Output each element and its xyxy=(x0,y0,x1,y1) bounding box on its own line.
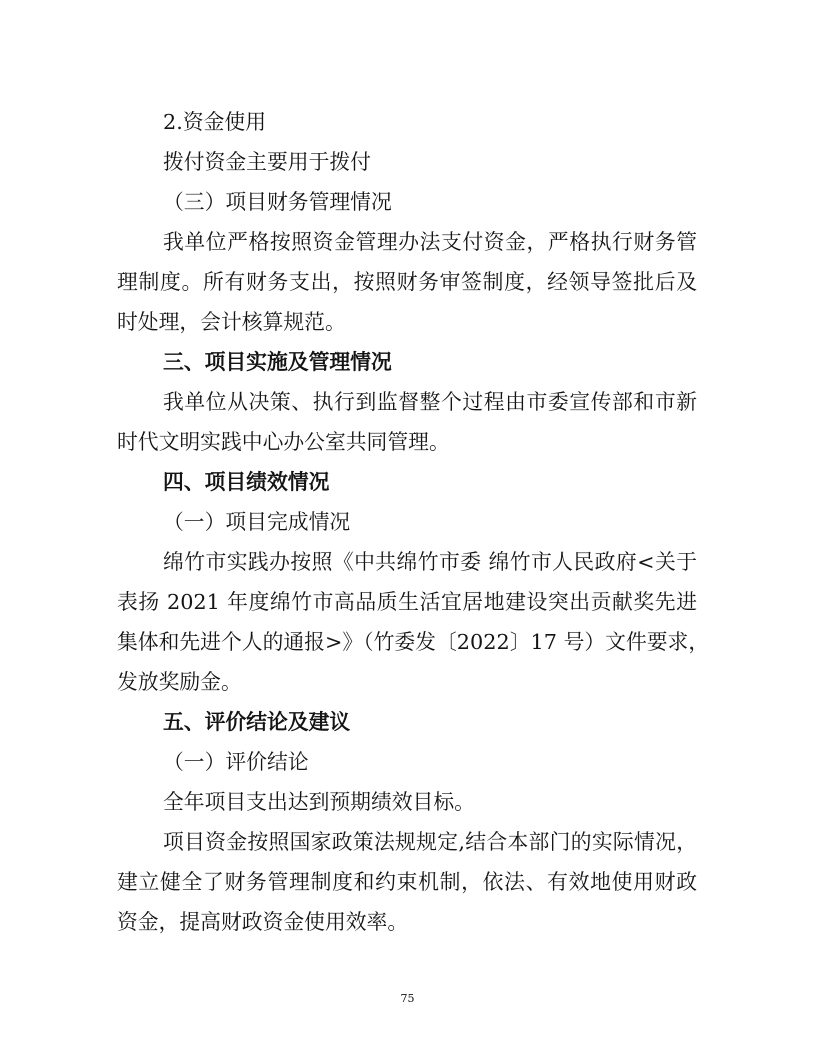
paragraph-line: 理制度。所有财务支出，按照财务审签制度，经领导签批后及 xyxy=(117,270,697,294)
paragraph-line: 时处理，会计核算规范。 xyxy=(117,310,346,334)
paragraph-line: 时代文明实践中心办公室共同管理。 xyxy=(117,430,450,454)
subsection-heading-text: （三）项目财务管理情况 xyxy=(163,190,392,214)
paragraph xyxy=(117,382,697,462)
paragraph-line: 我单位严格按照资金管理办法支付资金，严格执行财务管 xyxy=(163,230,697,254)
paragraph-line: 拨付资金主要用于拨付 xyxy=(163,150,371,174)
paragraph-line: 建立健全了财务管理制度和约束机制，依法、有效地使用财政 xyxy=(117,870,697,894)
section-heading xyxy=(117,702,697,742)
paragraph-line: 发放奖励金。 xyxy=(117,670,242,694)
paragraph xyxy=(117,782,697,822)
item-heading xyxy=(117,102,697,142)
page-number: 75 xyxy=(400,992,415,1005)
paragraph xyxy=(117,222,697,342)
subsection-heading xyxy=(117,502,697,542)
item-heading-text: 2.资金使用 xyxy=(163,110,267,134)
paragraph-line: 项目资金按照国家政策法规规定,结合本部门的实际情况， xyxy=(163,830,697,854)
subsection-heading-text: （一）项目完成情况 xyxy=(163,510,351,534)
paragraph-line: 我单位从决策、执行到监督整个过程由市委宣传部和市新 xyxy=(163,390,697,414)
document-body xyxy=(117,102,710,942)
paragraph-line: 资金，提高财政资金使用效率。 xyxy=(117,910,409,934)
subsection-heading xyxy=(117,182,697,222)
paragraph xyxy=(117,822,697,942)
subsection-heading xyxy=(117,742,697,782)
section-heading-text: 四、项目绩效情况 xyxy=(163,469,330,494)
subsection-heading-text: （一）评价结论 xyxy=(163,750,309,774)
paragraph-line: 表扬 2021 年度绵竹市高品质生活宜居地建设突出贡献奖先进 xyxy=(117,590,697,614)
section-heading xyxy=(117,342,697,382)
section-heading xyxy=(117,462,697,502)
section-heading-text: 三、项目实施及管理情况 xyxy=(163,349,392,374)
paragraph-line: 全年项目支出达到预期绩效目标。 xyxy=(163,790,475,814)
section-heading-text: 五、评价结论及建议 xyxy=(163,709,351,734)
paragraph-line: 绵竹市实践办按照《中共绵竹市委 绵竹市人民政府<关于 xyxy=(163,550,697,574)
paragraph xyxy=(117,142,697,182)
paragraph-line: 集体和先进个人的通报>》（竹委发〔2022〕17 号）文件要求， xyxy=(117,630,710,654)
paragraph xyxy=(117,542,710,702)
